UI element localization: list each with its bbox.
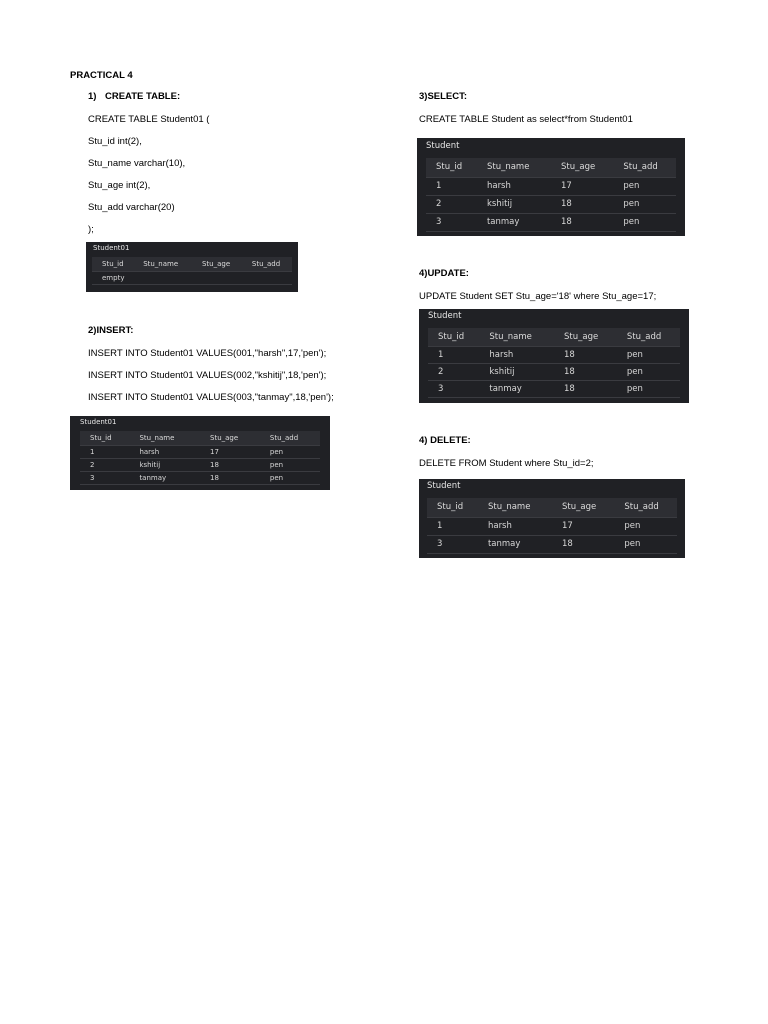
table-cell: tanmay (479, 380, 554, 397)
update-result-title: Student (428, 311, 462, 321)
table-cell: 3 (427, 535, 478, 553)
delete-heading: 4) DELETE: (419, 435, 471, 446)
column-header: Stu_add (617, 328, 680, 346)
select-result-panel (417, 138, 685, 236)
table-cell: 3 (80, 471, 129, 484)
column-header: Stu_name (478, 498, 552, 517)
table-cell: 1 (428, 346, 479, 363)
table-cell: 17 (552, 517, 614, 535)
column-header: Stu_age (551, 158, 613, 177)
table-cell: pen (260, 458, 320, 471)
column-header: Stu_add (242, 257, 292, 271)
table-row (427, 517, 677, 535)
table-cell: 18 (551, 195, 613, 213)
table-header-row (427, 498, 677, 517)
table-row (80, 458, 320, 471)
table-row (92, 271, 292, 284)
page-title: PRACTICAL 4 (70, 70, 133, 81)
delete-result-table (427, 498, 677, 554)
table-row (426, 213, 676, 231)
table-cell: harsh (479, 346, 554, 363)
table-cell: kshitij (477, 195, 551, 213)
column-header: Stu_age (192, 257, 242, 271)
table-row (428, 380, 680, 397)
column-header: Stu_add (260, 431, 320, 445)
insert-result-table (80, 431, 320, 485)
table-cell: harsh (477, 177, 551, 195)
table-cell: pen (617, 363, 680, 380)
table-cell: 2 (428, 363, 479, 380)
table-cell: harsh (129, 445, 200, 458)
insert-line-3: INSERT INTO Student01 VALUES(003,"tanmay",18,'pen'); (88, 392, 334, 403)
table-cell: 17 (200, 445, 260, 458)
column-header: Stu_age (200, 431, 260, 445)
column-header: Stu_name (477, 158, 551, 177)
table-row (80, 445, 320, 458)
column-header: Stu_name (479, 328, 554, 346)
table-row (80, 471, 320, 484)
table-cell: 18 (552, 535, 614, 553)
table-cell: 18 (554, 380, 617, 397)
column-header: Stu_add (613, 158, 676, 177)
table-cell: pen (613, 213, 676, 231)
create-line-3: Stu_name varchar(10), (88, 158, 186, 169)
insert-heading: 2)INSERT: (88, 325, 134, 336)
column-header: Stu_id (426, 158, 477, 177)
column-header: Stu_age (552, 498, 614, 517)
table-cell: pen (260, 445, 320, 458)
table-cell: tanmay (129, 471, 200, 484)
create-line-4: Stu_age int(2), (88, 180, 151, 191)
delete-result-title: Student (427, 481, 461, 491)
update-result-panel (419, 309, 689, 403)
column-header: Stu_name (133, 257, 192, 271)
table-header-row (92, 257, 292, 271)
table-cell: 3 (428, 380, 479, 397)
table-row (428, 363, 680, 380)
table-header-row (428, 328, 680, 346)
create-result-panel (86, 242, 298, 292)
table-cell: 18 (200, 471, 260, 484)
table-cell: kshitij (479, 363, 554, 380)
table-row (428, 346, 680, 363)
column-header: Stu_name (129, 431, 200, 445)
column-header: Stu_add (614, 498, 677, 517)
create-line-6: ); (88, 224, 94, 235)
column-header: Stu_id (427, 498, 478, 517)
column-header: Stu_age (554, 328, 617, 346)
table-cell: 1 (427, 517, 478, 535)
table-cell: 1 (426, 177, 477, 195)
table-cell: 18 (554, 363, 617, 380)
insert-line-2: INSERT INTO Student01 VALUES(002,"kshitij",18,'pen'); (88, 370, 327, 381)
create-line-2: Stu_id int(2), (88, 136, 142, 147)
column-header: Stu_id (92, 257, 133, 271)
table-cell: pen (617, 380, 680, 397)
create-line-5: Stu_add varchar(20) (88, 202, 175, 213)
table-cell: 2 (426, 195, 477, 213)
table-cell: pen (614, 535, 677, 553)
table-cell: 18 (551, 213, 613, 231)
table-cell: 18 (200, 458, 260, 471)
table-cell: tanmay (478, 535, 552, 553)
table-cell: 2 (80, 458, 129, 471)
table-cell: 1 (80, 445, 129, 458)
create-heading-number: 1) (88, 91, 97, 102)
create-heading: CREATE TABLE: (105, 91, 181, 102)
table-cell: pen (260, 471, 320, 484)
create-result-table (92, 257, 292, 285)
insert-result-panel (70, 416, 330, 490)
table-row (426, 195, 676, 213)
table-row (426, 177, 676, 195)
create-result-title: Student01 (93, 244, 130, 252)
column-header: Stu_id (80, 431, 129, 445)
table-cell: tanmay (477, 213, 551, 231)
table-cell: pen (613, 195, 676, 213)
update-heading: 4)UPDATE: (419, 268, 469, 279)
table-header-row (80, 431, 320, 445)
select-heading: 3)SELECT: (419, 91, 468, 102)
table-cell: 17 (551, 177, 613, 195)
insert-line-1: INSERT INTO Student01 VALUES(001,"harsh",17,'pen'); (88, 348, 327, 359)
delete-line: DELETE FROM Student where Stu_id=2; (419, 458, 594, 469)
table-cell: pen (613, 177, 676, 195)
table-cell: kshitij (129, 458, 200, 471)
empty-result-text: empty (92, 271, 292, 284)
table-row (427, 535, 677, 553)
table-cell: pen (617, 346, 680, 363)
table-cell: 3 (426, 213, 477, 231)
select-result-title: Student (426, 141, 460, 151)
select-result-table (426, 158, 676, 232)
select-line: CREATE TABLE Student as select*from Student01 (419, 114, 633, 125)
table-cell: pen (614, 517, 677, 535)
update-result-table (428, 328, 680, 398)
create-line-1: CREATE TABLE Student01 ( (88, 114, 210, 125)
table-cell: 18 (554, 346, 617, 363)
update-line: UPDATE Student SET Stu_age='18' where Stu_age=17; (419, 291, 657, 302)
table-header-row (426, 158, 676, 177)
table-cell: harsh (478, 517, 552, 535)
column-header: Stu_id (428, 328, 479, 346)
delete-result-panel (419, 479, 685, 558)
insert-result-title: Student01 (80, 418, 117, 426)
